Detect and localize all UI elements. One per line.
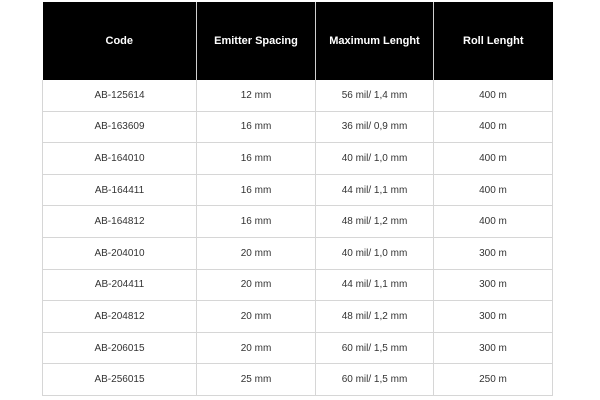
cell-roll-length: 300 m [434,332,553,364]
cell-code: AB-164010 [43,143,197,175]
cell-maximum-length: 56 mil/ 1,4 mm [316,80,434,111]
cell-code: AB-125614 [43,80,197,111]
cell-roll-length: 400 m [434,143,553,175]
cell-maximum-length: 36 mil/ 0,9 mm [316,111,434,143]
cell-maximum-length: 40 mil/ 1,0 mm [316,237,434,269]
table-row [43,206,553,238]
table-body [43,80,553,395]
cell-roll-length: 400 m [434,174,553,206]
cell-maximum-length: 44 mil/ 1,1 mm [316,269,434,301]
cell-emitter-spacing: 16 mm [197,111,316,143]
cell-emitter-spacing: 20 mm [197,332,316,364]
cell-emitter-spacing: 16 mm [197,206,316,238]
cell-code: AB-164411 [43,174,197,206]
cell-maximum-length: 44 mil/ 1,1 mm [316,174,434,206]
table-row [43,143,553,175]
cell-roll-length: 400 m [434,80,553,111]
cell-emitter-spacing: 25 mm [197,364,316,396]
cell-emitter-spacing: 20 mm [197,237,316,269]
cell-maximum-length: 40 mil/ 1,0 mm [316,143,434,175]
cell-roll-length: 300 m [434,237,553,269]
cell-roll-length: 300 m [434,301,553,333]
header-code: Code [43,2,197,80]
cell-roll-length: 300 m [434,269,553,301]
cell-code: AB-164812 [43,206,197,238]
cell-roll-length: 250 m [434,364,553,396]
cell-maximum-length: 48 mil/ 1,2 mm [316,301,434,333]
table-row [43,364,553,396]
table-row [43,332,553,364]
cell-emitter-spacing: 12 mm [197,80,316,111]
table-row [43,301,553,333]
header-row [43,2,553,80]
table-row [43,174,553,206]
header-roll-length: Roll Lenght [434,2,553,80]
cell-emitter-spacing: 16 mm [197,174,316,206]
header-emitter-spacing: Emitter Spacing [197,2,316,80]
table-row [43,111,553,143]
cell-code: AB-163609 [43,111,197,143]
cell-roll-length: 400 m [434,111,553,143]
product-table-container [42,2,552,396]
cell-maximum-length: 60 mil/ 1,5 mm [316,364,434,396]
table-row [43,80,553,111]
cell-code: AB-256015 [43,364,197,396]
cell-emitter-spacing: 20 mm [197,269,316,301]
table-header [43,2,553,80]
cell-code: AB-204010 [43,237,197,269]
cell-emitter-spacing: 16 mm [197,143,316,175]
cell-maximum-length: 48 mil/ 1,2 mm [316,206,434,238]
product-specs-table [42,2,553,396]
cell-roll-length: 400 m [434,206,553,238]
table-row [43,269,553,301]
table-row [43,237,553,269]
cell-code: AB-204411 [43,269,197,301]
header-maximum-length: Maximum Lenght [316,2,434,80]
cell-code: AB-204812 [43,301,197,333]
cell-emitter-spacing: 20 mm [197,301,316,333]
cell-code: AB-206015 [43,332,197,364]
cell-maximum-length: 60 mil/ 1,5 mm [316,332,434,364]
